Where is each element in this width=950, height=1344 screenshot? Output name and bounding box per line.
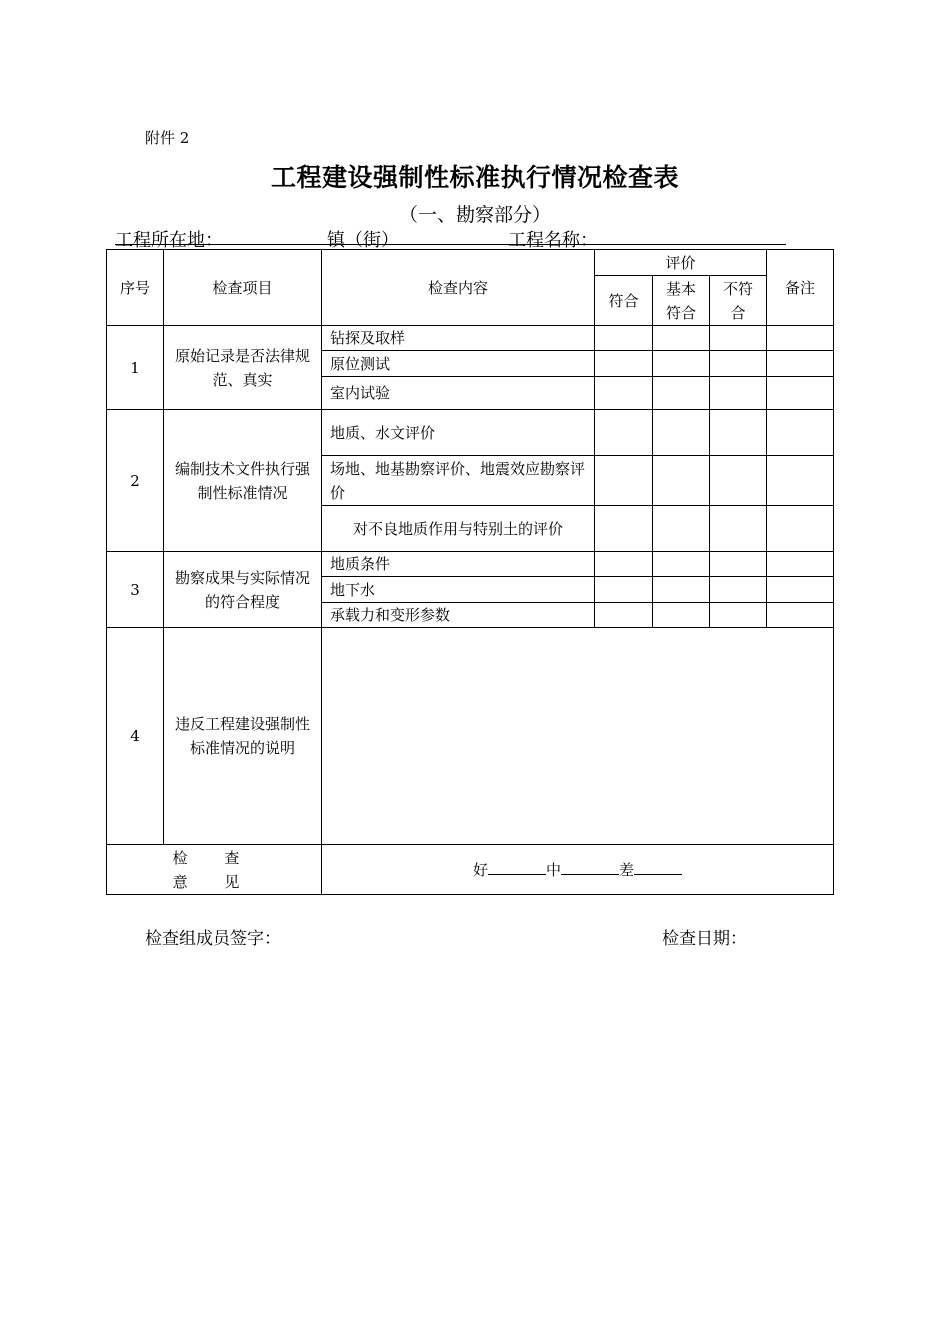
remark-cell[interactable] [767, 552, 834, 577]
conform-cell[interactable] [595, 326, 653, 351]
basic-conform-cell[interactable] [653, 603, 710, 628]
remark-cell[interactable] [767, 577, 834, 603]
content-cell: 地质、水文评价 [322, 410, 595, 456]
nonconform-cell[interactable] [710, 552, 767, 577]
nonconform-line1: 不符 [722, 279, 753, 298]
item-cell: 编制技术文件执行强制性标准情况 [164, 410, 322, 552]
conform-cell[interactable] [595, 377, 653, 410]
content-header: 检查内容 [322, 250, 595, 326]
table-row [107, 326, 834, 351]
date-label: 检查日期： [662, 929, 747, 949]
nonconform-cell[interactable] [710, 410, 767, 456]
opinion-good-blank[interactable] [488, 860, 546, 875]
content-cell: 钻探及取样 [322, 326, 595, 351]
item-header: 检查项目 [164, 250, 322, 326]
nonconform-cell[interactable] [710, 377, 767, 410]
page-subtitle: （一、勘察部分） [398, 204, 551, 226]
signature-label: 检查组成员签字： [145, 929, 281, 949]
opinion-options [322, 845, 834, 895]
remark-cell[interactable] [767, 410, 834, 456]
content-cell: 地下水 [322, 577, 595, 603]
remark-cell[interactable] [767, 603, 834, 628]
location-label: 工程所在地： [115, 230, 223, 251]
nonconform-cell[interactable] [710, 506, 767, 552]
opinion-label-line2: 意 见 [172, 872, 256, 891]
opinion-poor-blank[interactable] [634, 860, 682, 875]
inspection-table [106, 249, 834, 895]
conform-cell[interactable] [595, 577, 653, 603]
content-cell: 对不良地质作用与特别土的评价 [322, 506, 595, 552]
remark-cell[interactable] [767, 351, 834, 377]
conform-header: 符合 [595, 276, 653, 326]
evaluation-header: 评价 [595, 250, 767, 276]
nonconform-cell[interactable] [710, 326, 767, 351]
remark-header: 备注 [767, 250, 834, 326]
nonconform-cell[interactable] [710, 351, 767, 377]
basic-conform-header [653, 276, 710, 326]
basic-conform-line1: 基本 [665, 279, 696, 298]
opinion-label-line1: 检 查 [172, 848, 256, 867]
conform-cell[interactable] [595, 351, 653, 377]
nonconform-cell[interactable] [710, 603, 767, 628]
opinion-good-label: 好 [472, 860, 488, 879]
conform-cell[interactable] [595, 410, 653, 456]
basic-conform-cell[interactable] [653, 506, 710, 552]
table-row [107, 628, 834, 845]
item-cell: 原始记录是否法律规范、真实 [164, 326, 322, 410]
basic-conform-cell[interactable] [653, 456, 710, 506]
town-label: 镇（街） [327, 230, 399, 251]
basic-conform-cell[interactable] [653, 351, 710, 377]
basic-conform-line2: 符合 [665, 303, 696, 322]
page-title: 工程建设强制性标准执行情况检查表 [270, 163, 679, 192]
opinion-poor-label: 差 [619, 860, 635, 879]
remark-cell[interactable] [767, 377, 834, 410]
item-cell: 勘察成果与实际情况的符合程度 [164, 552, 322, 628]
remark-cell[interactable] [767, 506, 834, 552]
project-name-underline[interactable] [594, 244, 786, 245]
header-row [107, 250, 834, 276]
remark-cell[interactable] [767, 456, 834, 506]
basic-conform-cell[interactable] [653, 377, 710, 410]
opinion-row [107, 845, 834, 895]
content-cell: 室内试验 [322, 377, 595, 410]
seq-cell: 1 [107, 326, 164, 410]
conform-cell[interactable] [595, 603, 653, 628]
basic-conform-cell[interactable] [653, 577, 710, 603]
content-cell: 承载力和变形参数 [322, 603, 595, 628]
conform-cell[interactable] [595, 506, 653, 552]
content-cell: 地质条件 [322, 552, 595, 577]
opinion-medium-label: 中 [545, 860, 561, 879]
project-name-label: 工程名称： [508, 230, 598, 251]
opinion-medium-blank[interactable] [561, 860, 619, 875]
seq-header: 序号 [107, 250, 164, 326]
seq-cell: 4 [107, 628, 164, 845]
nonconform-cell[interactable] [710, 577, 767, 603]
basic-conform-cell[interactable] [653, 326, 710, 351]
content-cell: 原位测试 [322, 351, 595, 377]
table-row [107, 410, 834, 456]
annex-label: 附件 2 [145, 129, 190, 147]
item-cell: 违反工程建设强制性标准情况的说明 [164, 628, 322, 845]
basic-conform-cell[interactable] [653, 410, 710, 456]
table-row [107, 552, 834, 577]
seq-cell: 2 [107, 410, 164, 552]
conform-cell[interactable] [595, 456, 653, 506]
opinion-label-cell [107, 845, 322, 895]
content-cell: 场地、地基勘察评价、地震效应勘察评价 [322, 456, 595, 506]
remark-cell[interactable] [767, 326, 834, 351]
seq-cell: 3 [107, 552, 164, 628]
violation-description-field[interactable] [322, 628, 834, 845]
nonconform-cell[interactable] [710, 456, 767, 506]
basic-conform-cell[interactable] [653, 552, 710, 577]
nonconform-line2: 合 [730, 303, 746, 322]
nonconform-header [710, 276, 767, 326]
conform-cell[interactable] [595, 552, 653, 577]
